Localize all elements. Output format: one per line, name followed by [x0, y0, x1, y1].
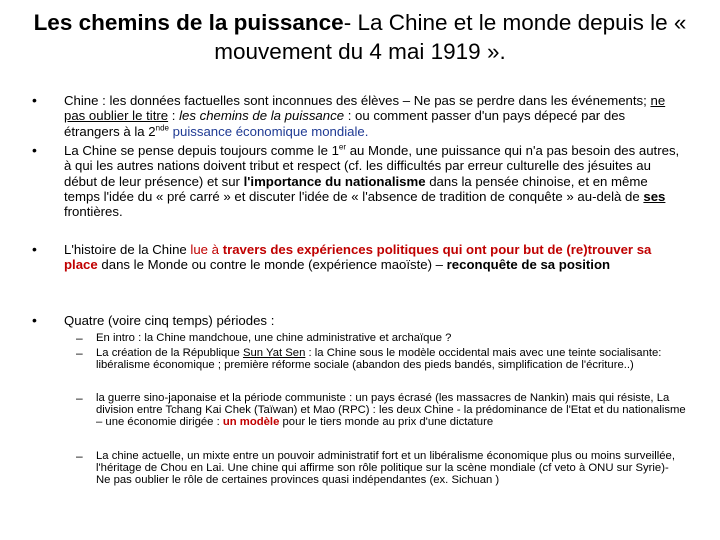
sub-bullet-marker: –	[76, 346, 83, 360]
bullet-text-1	[64, 93, 684, 139]
text-segment: travers des expériences politiques qui ont pour but de (re)trouver sa place	[64, 242, 652, 273]
text-segment: En intro : la Chine mandchoue, une chine administrative et archaïque ?	[96, 332, 452, 344]
text-segment: ses	[643, 188, 666, 204]
title-rest: - La Chine et le monde depuis le « mouvement du 4 mai 1919 ».	[214, 10, 687, 64]
bullet-text-2	[64, 143, 684, 219]
sub-bullet-text-4	[96, 450, 686, 487]
text-segment: ne pas oublier le titre	[64, 93, 666, 124]
bullet-marker: •	[32, 241, 37, 257]
bullet-text-3	[64, 242, 684, 273]
text-segment: l'importance du nationalisme	[243, 173, 426, 189]
text-segment: dans le Monde ou contre le monde (expérience maoïste) –	[97, 257, 447, 273]
text-segment: L'histoire de la Chine	[64, 242, 191, 257]
text-segment: er	[338, 142, 347, 152]
text-segment: La chine actuelle, un mixte entre un pouvoir administratif fort et un libéralisme économique plus ou moins surveillée, l'héritage de Chou en Lai. Une chine qui affirme son rôle politique sur la scène mondiale (cf veto à ONU sur Syrie)- Ne pas oublier le rôle de certaines provinces quasi indépendantes (ex. Sichuan )	[96, 450, 675, 487]
text-segment: puissance économique mondiale.	[169, 123, 369, 139]
text-segment: nde	[155, 123, 169, 133]
bullet-text-4	[64, 313, 684, 328]
sub-bullet-text-3	[96, 392, 686, 429]
slide-title	[30, 8, 690, 66]
sub-bullet-text-1	[96, 332, 686, 344]
sub-bullet-text-2	[96, 347, 686, 371]
text-segment: La Chine se pense depuis toujours comme le 1	[64, 143, 339, 158]
text-segment: au Monde, une puissance qui n'a pas besoin des autres, à qui les autres nations doivent tribut et respect (cf. les difficultés par erreur culturelle des jésuites au début de leur présence) et sur	[64, 143, 680, 189]
bullet-marker: •	[32, 142, 37, 158]
text-segment: frontières.	[64, 204, 123, 220]
text-segment: : la Chine sous le modèle occidental mais avec une teinte socialisante: libéralisme économique ; première réforme sociale (abandon des pieds bandés, simplification de l'écriture..)	[96, 347, 662, 372]
text-segment: Quatre (voire cinq temps) périodes :	[64, 313, 275, 328]
bullet-marker: •	[32, 92, 37, 108]
title-bold: Les chemins de la puissance	[33, 10, 344, 35]
sub-bullet-marker: –	[76, 391, 83, 405]
text-segment: les chemins de la puissance	[179, 108, 345, 124]
sub-bullet-marker: –	[76, 331, 83, 345]
text-segment: Chine : les données factuelles sont inconnues des élèves – Ne pas se perdre dans les événements;	[64, 93, 651, 108]
text-segment: :	[168, 108, 180, 124]
text-segment: un modèle	[222, 416, 280, 429]
sub-bullet-marker: –	[76, 449, 83, 463]
text-segment: La création de la République	[96, 347, 243, 359]
text-segment: lue à	[190, 242, 223, 257]
text-segment: reconquête de sa position	[446, 257, 611, 273]
text-segment: pour le tiers monde au prix d'une dictature	[279, 416, 494, 429]
text-segment: : ou comment passer d'un pays dépecé par des étrangers à la 2	[64, 108, 626, 139]
text-segment: dans la pensée chinoise, et en même temps l'idée du « pré carré » et discuter l'idée de « l'absence de tradition de conquête » au-delà de	[64, 173, 648, 204]
text-segment: la guerre sino-japonaise et la période communiste : un pays écrasé (les massacres de Nankin) mais qui résiste, La division entre Tchang Kai Chek (Taïwan) et Mao (RPC) : les deux Chine - la prédominance de l'Etat et du nationalisme – une économie dirigée :	[96, 392, 686, 429]
text-segment: Sun Yat Sen	[242, 347, 306, 359]
bullet-marker: •	[32, 312, 37, 328]
